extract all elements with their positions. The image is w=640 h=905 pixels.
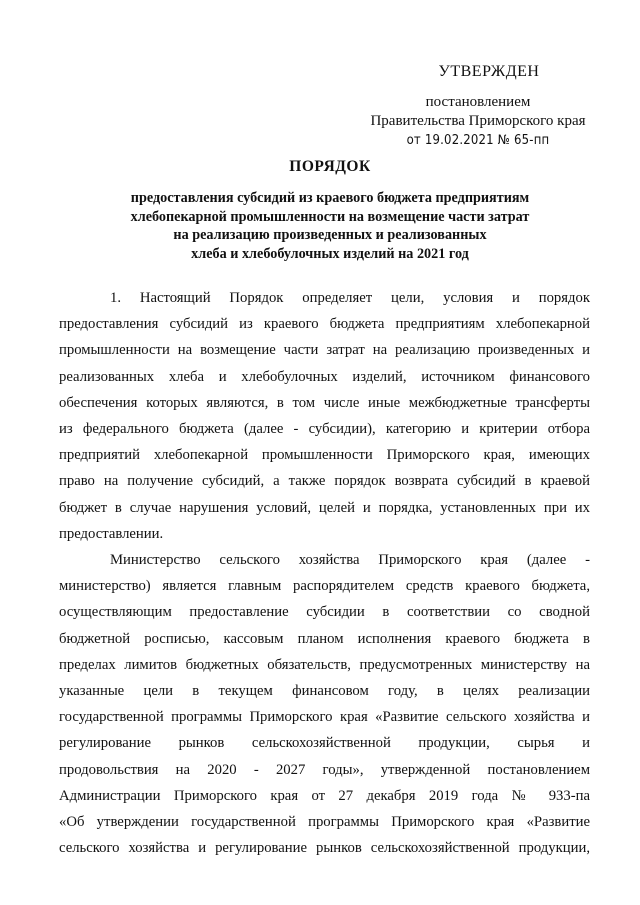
paragraph-line: из федерального бюджета (далее - субсидии), категорию и критерии отбора [59, 420, 590, 437]
approval-line-2: Правительства Приморского края [370, 113, 586, 129]
paragraph-line: указанные цели в текущем финансовом году, в целях реализации [59, 682, 590, 699]
subtitle-line: на реализацию произведенных и реализованных [173, 227, 487, 244]
paragraph-line: предоставлении. [59, 525, 164, 542]
paragraph-line: реализованных хлеба и хлебобулочных изделий, источником финансового [59, 368, 590, 385]
document-subtitle [60, 189, 600, 263]
paragraph-2 [59, 547, 590, 861]
paragraph-line: министерство) является главным распорядителем средств краевого бюджета, [59, 578, 590, 595]
paragraph-line: регулирование рынков сельскохозяйственной продукции, сырья и [59, 735, 590, 752]
approval-date: от 19.02.2021 № 65-пп [406, 133, 550, 148]
subtitle-line: предоставления субсидий из краевого бюджета предприятиям [130, 190, 530, 206]
paragraph-line: бюджет в случае нарушения условий, целей и порядка, установленных при их [59, 499, 590, 516]
paragraph-line: промышленности на возмещение части затрат на реализацию произведенных и [59, 342, 590, 359]
approval-heading: УТВЕРЖДЕН [438, 63, 540, 80]
paragraph-line: предприятий хлебопекарной промышленности Приморского края, имеющих [59, 447, 590, 464]
approval-line-1: постановлением [425, 94, 531, 110]
paragraph-1 [59, 285, 590, 547]
paragraph-line: предоставления субсидий из краевого бюджета предприятиям хлебопекарной [59, 316, 590, 333]
paragraph-line: осуществляющим предоставление субсидии в соответствии со сводной [59, 604, 590, 621]
subtitle-line: хлеба и хлебобулочных изделий на 2021 год [191, 245, 469, 262]
paragraph-line: пределах лимитов бюджетных обязательств, предусмотренных министерству на [59, 656, 590, 673]
paragraph-line: Министерство сельского хозяйства Приморского края (далее - [110, 552, 590, 568]
paragraph-line: обеспечения которых являются, в том числе иные межбюджетные трансферты [59, 394, 590, 411]
paragraph-line: Администрации Приморского края от 27 декабря 2019 года № 933-па [59, 787, 590, 804]
document-title: ПОРЯДОК [289, 158, 371, 175]
paragraph-line: государственной программы Приморского края «Развитие сельского хозяйства и [59, 709, 590, 726]
subtitle-line: хлебопекарной промышленности на возмещение части затрат [130, 208, 530, 225]
approval-stamp [358, 62, 598, 150]
paragraph-line: право на получение субсидий, а также порядок возврата субсидий в краевой [59, 473, 590, 490]
paragraph-line: бюджетной росписью, кассовым планом исполнения краевого бюджета в [59, 630, 590, 647]
paragraph-line: сельского хозяйства и регулирование рынков сельскохозяйственной продукции, [59, 840, 590, 857]
paragraph-line: «Об утверждении государственной программы Приморского края «Развитие [59, 813, 590, 830]
paragraph-line: продовольствия на 2020 - 2027 годы», утвержденной постановлением [59, 761, 590, 778]
paragraph-line: 1. Настоящий Порядок определяет цели, условия и порядок [110, 290, 590, 306]
